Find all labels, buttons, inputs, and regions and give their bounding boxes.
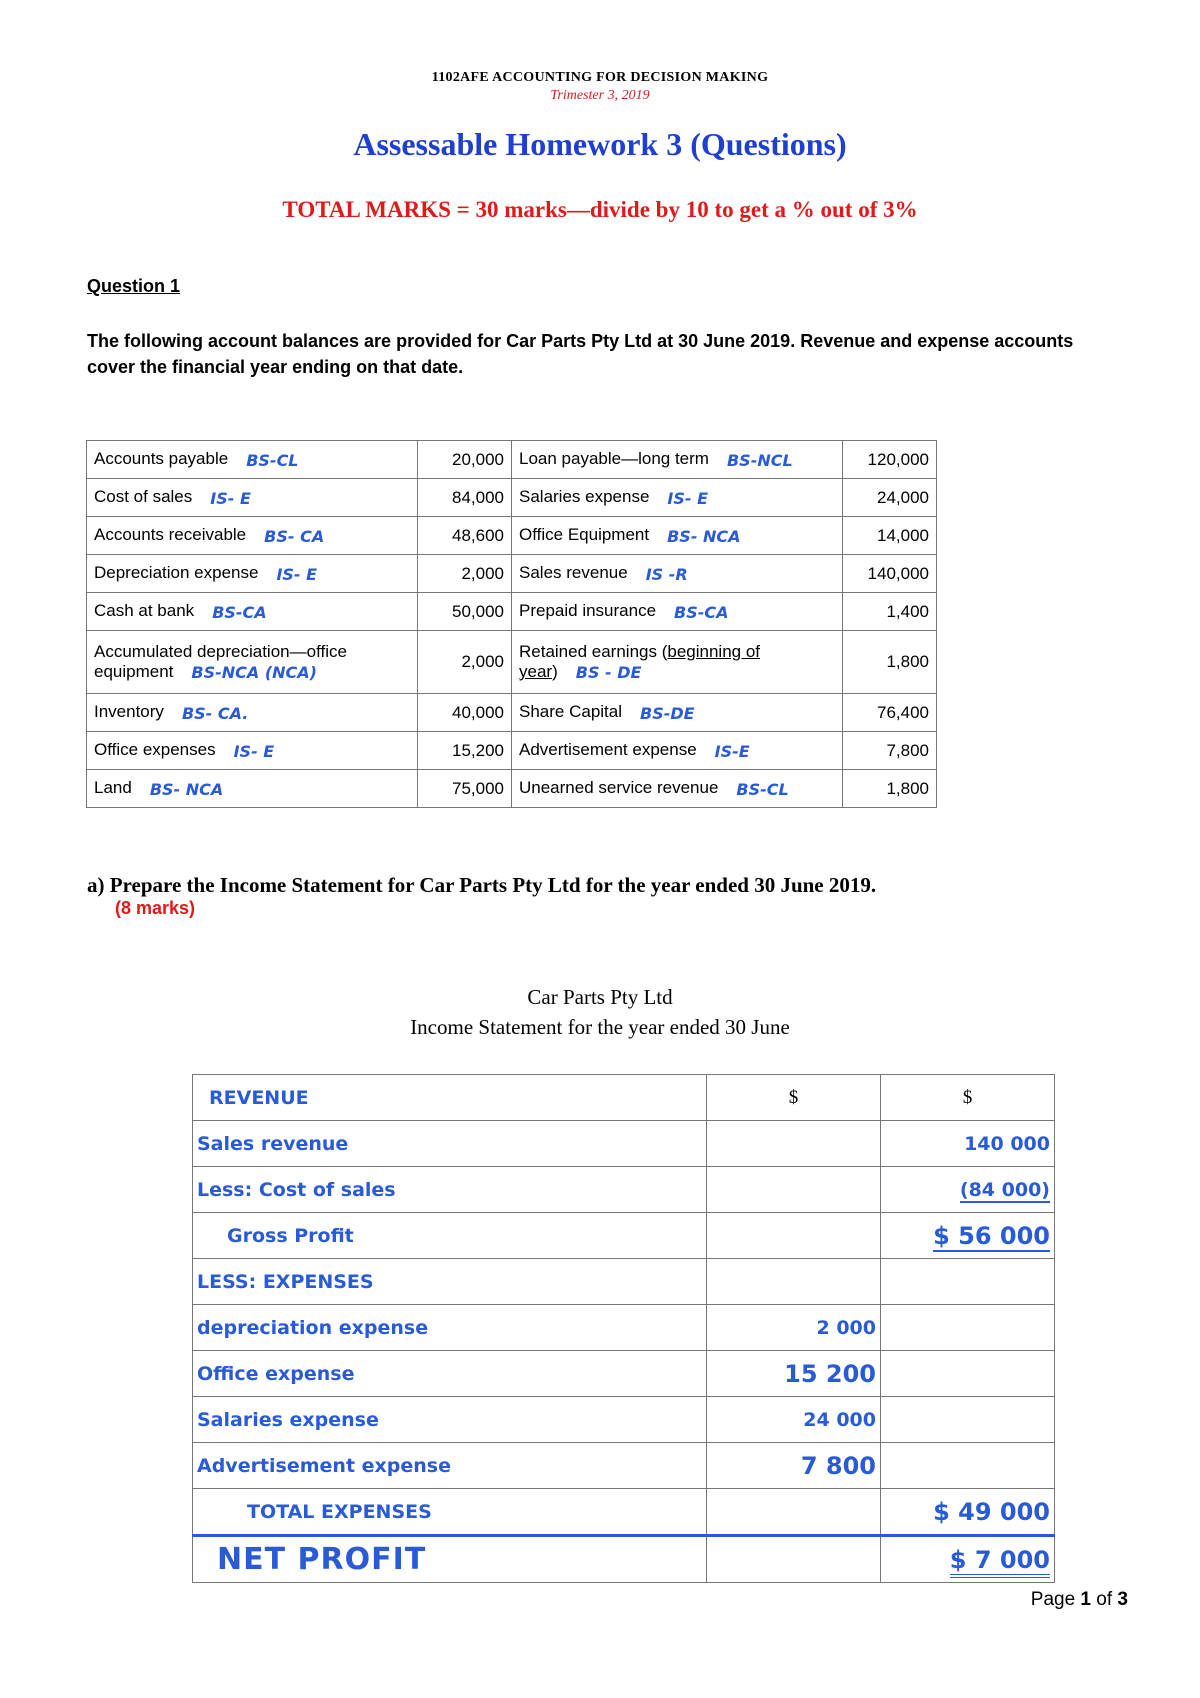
account-value: 40,000 — [418, 694, 512, 732]
table-row — [87, 517, 937, 555]
table-row — [87, 770, 937, 808]
classification-tag: BS-CA — [674, 602, 729, 622]
account-value: 84,000 — [418, 479, 512, 517]
advertisement-expense-value: 7 800 — [800, 1451, 876, 1480]
table-row — [193, 1167, 1055, 1213]
account-name: Share Capital — [519, 702, 623, 722]
classification-tag: BS- NCA — [149, 779, 224, 799]
total-marks: TOTAL MARKS = 30 marks—divide by 10 to get a % out of 3% — [282, 197, 918, 222]
salaries-expense-label: Salaries expense — [197, 1408, 379, 1431]
question-intro: The following account balances are provided for Car Parts Pty Ltd at 30 June 2019. Revenue and expense accounts cover the financial year ending on that date. — [87, 331, 1074, 377]
account-name: Accumulated depreciation—office equipment BS-NCA (NCA) — [94, 641, 347, 682]
sales-revenue-value: 140 000 — [964, 1132, 1050, 1155]
account-name: Depreciation expense — [94, 563, 259, 583]
income-statement-table — [192, 1074, 1055, 1583]
classification-tag: BS-CA — [212, 602, 267, 622]
table-row — [87, 441, 937, 479]
table-row — [193, 1397, 1055, 1443]
trimester: Trimester 3, 2019 — [550, 88, 650, 103]
account-name: Loan payable—long term — [519, 449, 709, 469]
part-a-question: a) Prepare the Income Statement for Car Parts Pty Ltd for the year ended 30 June 2019. — [87, 873, 877, 897]
account-name: Office expenses — [94, 740, 216, 760]
account-value: 7,800 — [843, 732, 937, 770]
account-value: 76,400 — [843, 694, 937, 732]
account-name: Accounts receivable — [94, 525, 247, 545]
statement-title: Income Statement for the year ended 30 June — [410, 1015, 790, 1039]
classification-tag: IS-E — [714, 741, 750, 761]
col2-header: $ — [881, 1075, 1055, 1121]
classification-tag: IS -R — [645, 564, 688, 584]
salaries-expense-value: 24 000 — [803, 1408, 876, 1431]
account-name: Unearned service revenue — [519, 778, 719, 798]
classification-tag: IS- E — [667, 488, 709, 508]
office-expense-label: Office expense — [197, 1362, 355, 1385]
less-expenses-heading: LESS: EXPENSES — [197, 1270, 374, 1293]
classification-tag: BS-CL — [736, 779, 789, 799]
classification-tag: IS- E — [210, 488, 251, 508]
account-value: 1,800 — [843, 631, 937, 694]
account-value: 1,800 — [843, 770, 937, 808]
table-row — [193, 1075, 1055, 1121]
part-a-marks: (8 marks) — [115, 898, 196, 918]
table-row — [87, 555, 937, 593]
revenue-heading: REVENUE — [209, 1086, 309, 1109]
classification-tag: BS-DE — [640, 703, 695, 723]
table-row — [193, 1351, 1055, 1397]
depreciation-label: depreciation expense — [197, 1316, 429, 1339]
account-value: 2,000 — [418, 631, 512, 694]
account-value: 140,000 — [843, 555, 937, 593]
classification-tag: BS-NCL — [726, 450, 793, 470]
account-value: 20,000 — [418, 441, 512, 479]
account-value: 14,000 — [843, 517, 937, 555]
table-row — [87, 593, 937, 631]
statement-company: Car Parts Pty Ltd — [527, 985, 673, 1009]
table-row — [193, 1489, 1055, 1536]
table-row — [193, 1121, 1055, 1167]
classification-tag: IS- E — [233, 741, 275, 761]
table-row — [193, 1259, 1055, 1305]
table-row — [193, 1536, 1055, 1583]
net-profit-label: NET PROFIT — [217, 1542, 427, 1577]
account-name: Salaries expense — [519, 487, 650, 507]
account-name: Land — [94, 778, 132, 798]
account-name: Inventory — [94, 702, 164, 722]
depreciation-value: 2 000 — [816, 1316, 876, 1339]
account-value: 48,600 — [418, 517, 512, 555]
account-value: 75,000 — [418, 770, 512, 808]
account-value: 24,000 — [843, 479, 937, 517]
account-name: Sales revenue — [519, 563, 628, 583]
page-number: Page 1 of 3 — [1030, 1589, 1128, 1610]
page-title: Assessable Homework 3 (Questions) — [353, 126, 847, 162]
office-expense-value: 15 200 — [784, 1359, 876, 1388]
account-value: 50,000 — [418, 593, 512, 631]
account-value: 2,000 — [418, 555, 512, 593]
table-row — [87, 479, 937, 517]
classification-tag: IS- E — [276, 564, 318, 584]
classification-tag: BS-CL — [246, 450, 299, 470]
gross-profit-value: $ 56 000 — [933, 1221, 1050, 1250]
gross-profit-label: Gross Profit — [227, 1224, 354, 1247]
account-value: 120,000 — [843, 441, 937, 479]
less-cost-of-sales-label: Less: Cost of sales — [197, 1178, 396, 1201]
course-title: 1102AFE ACCOUNTING FOR DECISION MAKING — [431, 70, 769, 85]
account-name: Accounts payable — [94, 449, 229, 469]
sales-revenue-label: Sales revenue — [197, 1132, 349, 1155]
total-expenses-value: $ 49 000 — [933, 1497, 1050, 1526]
account-name: Cost of sales — [94, 487, 193, 507]
account-name: Advertisement expense — [519, 740, 697, 760]
account-name: Office Equipment — [519, 525, 650, 545]
table-row — [87, 631, 937, 694]
classification-tag: BS- NCA — [667, 526, 741, 546]
total-expenses-label: TOTAL EXPENSES — [247, 1500, 432, 1523]
col1-header: $ — [707, 1075, 881, 1121]
account-name: Prepaid insurance — [519, 601, 657, 621]
account-value: 15,200 — [418, 732, 512, 770]
classification-tag: BS-NCA (NCA) — [191, 663, 317, 682]
account-balances-table — [86, 440, 937, 808]
advertisement-expense-label: Advertisement expense — [197, 1454, 451, 1477]
account-name: Cash at bank — [94, 601, 195, 621]
cost-of-sales-value: (84 000) — [959, 1178, 1050, 1201]
table-row — [193, 1443, 1055, 1489]
table-row — [87, 694, 937, 732]
question-heading: Question 1 — [87, 276, 181, 296]
table-row — [193, 1213, 1055, 1259]
account-name: Retained earnings (beginning of year) BS - DE — [519, 641, 761, 682]
net-profit-value: $ 7 000 — [950, 1546, 1050, 1578]
table-row — [193, 1305, 1055, 1351]
classification-tag: BS - DE — [575, 663, 642, 682]
classification-tag: BS- CA — [264, 526, 325, 546]
classification-tag: BS- CA. — [181, 703, 249, 723]
account-value: 1,400 — [843, 593, 937, 631]
table-row — [87, 732, 937, 770]
